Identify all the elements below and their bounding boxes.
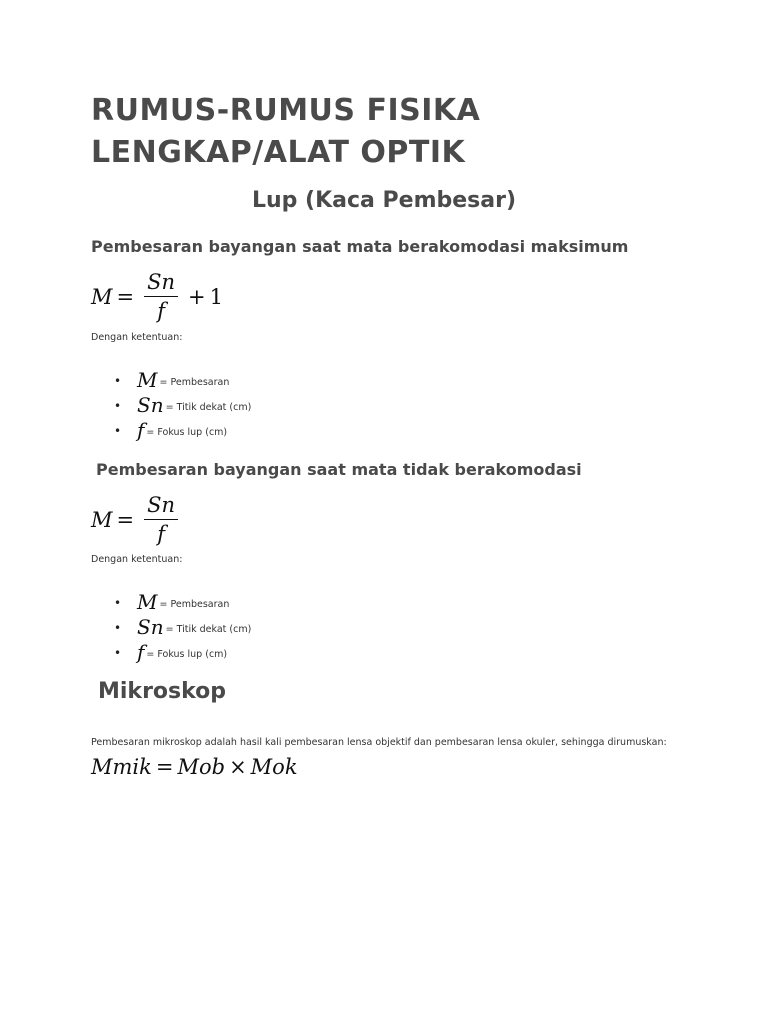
legend-item xyxy=(114,416,251,442)
section-heading-no-accommodation: Pembesaran bayangan saat mata tidak berakomodasi xyxy=(96,460,582,479)
page-title-line1: RUMUS-RUMUS FISIKA xyxy=(91,93,481,128)
formula-fraction xyxy=(144,493,178,546)
legend-symbol: Sn xyxy=(137,615,164,639)
formula-denominator: f xyxy=(157,299,165,323)
legend-description: = Fokus lup (cm) xyxy=(146,649,228,660)
legend-description: = Titik dekat (cm) xyxy=(165,402,252,413)
legend-symbol: M xyxy=(137,368,158,392)
bullet-icon: • xyxy=(114,424,122,438)
legend-description: = Pembesaran xyxy=(159,377,230,388)
formula-mikroskop xyxy=(91,755,298,779)
formula-lhs: Mmik xyxy=(91,755,152,779)
formula-term-objective: Mob xyxy=(177,755,226,779)
page-title-line2: LENGKAP/ALAT OPTIK xyxy=(91,135,466,170)
formula-max-accommodation xyxy=(91,270,223,323)
section2-note: Dengan ketentuan: xyxy=(91,554,183,565)
formula-equals: = xyxy=(116,284,135,309)
legend-item xyxy=(114,638,251,664)
lup-heading: Lup (Kaca Pembesar) xyxy=(251,188,517,213)
bullet-icon: • xyxy=(114,374,122,388)
section2-legend xyxy=(114,588,252,664)
bullet-icon: • xyxy=(114,621,122,635)
formula-equals: = xyxy=(155,755,174,779)
bullet-icon: • xyxy=(114,646,122,660)
legend-symbol: f xyxy=(137,640,145,664)
formula-times: × xyxy=(229,755,247,779)
formula-equals: = xyxy=(116,507,135,532)
legend-symbol: Sn xyxy=(137,393,164,417)
section1-legend xyxy=(114,366,252,442)
legend-symbol: M xyxy=(137,590,158,614)
legend-description: = Pembesaran xyxy=(159,599,230,610)
legend-item xyxy=(114,613,252,639)
formula-numerator: Sn xyxy=(144,270,178,297)
formula-plus: + xyxy=(188,284,206,309)
legend-item xyxy=(114,588,251,614)
legend-description: = Titik dekat (cm) xyxy=(165,624,252,635)
legend-item xyxy=(114,391,252,417)
formula-fraction xyxy=(144,270,178,323)
bullet-icon: • xyxy=(114,596,122,610)
mikroskop-description: Pembesaran mikroskop adalah hasil kali pembesaran lensa objektif dan pembesaran lensa okuler, sehingga dirumuskan: xyxy=(91,737,667,748)
legend-symbol: f xyxy=(137,418,145,442)
formula-denominator: f xyxy=(157,522,165,546)
mikroskop-heading: Mikroskop xyxy=(98,679,227,704)
legend-description: = Fokus lup (cm) xyxy=(146,427,228,438)
formula-numerator: Sn xyxy=(144,493,178,520)
legend-item xyxy=(114,366,251,392)
section-heading-max-accommodation: Pembesaran bayangan saat mata berakomodasi maksimum xyxy=(91,237,629,256)
page-title xyxy=(91,90,691,174)
formula-term-ocular: Mok xyxy=(250,755,298,779)
formula-lhs: M xyxy=(91,284,113,309)
section1-note: Dengan ketentuan: xyxy=(91,332,183,343)
formula-no-accommodation xyxy=(91,493,184,546)
bullet-icon: • xyxy=(114,399,122,413)
formula-lhs: M xyxy=(91,507,113,532)
formula-constant: 1 xyxy=(209,284,224,309)
